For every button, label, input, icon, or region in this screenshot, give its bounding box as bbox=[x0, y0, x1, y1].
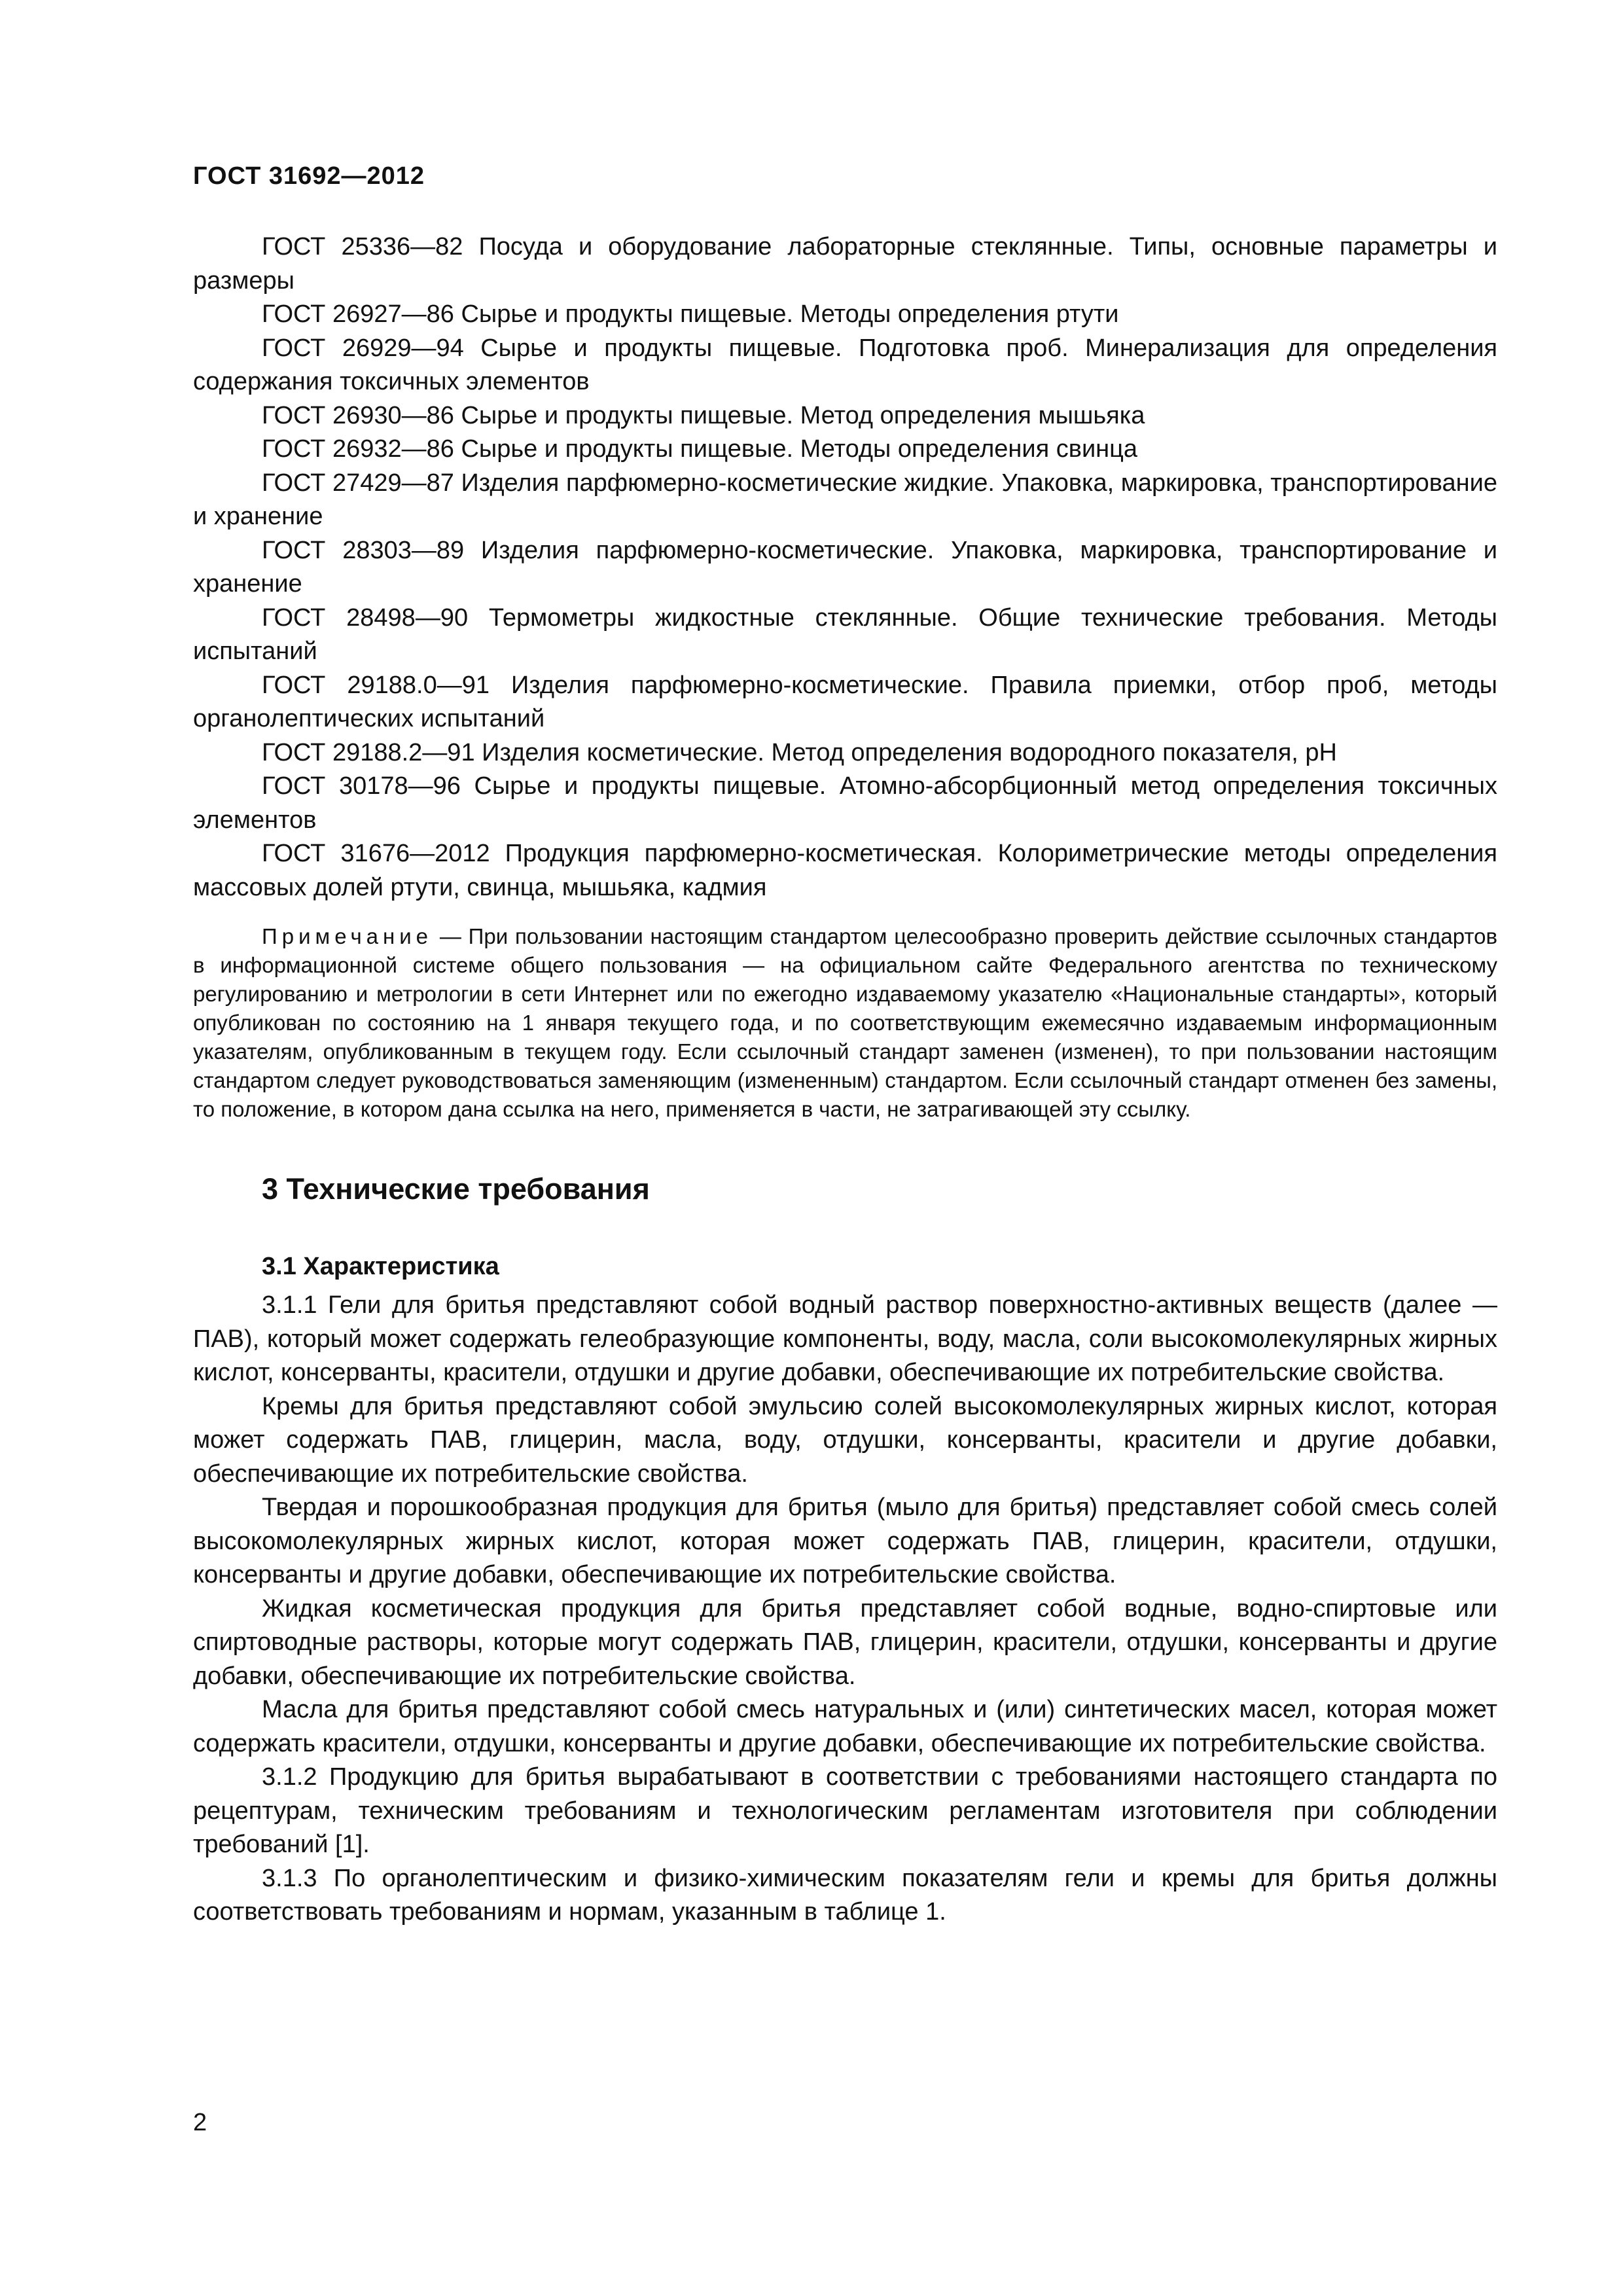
body-paragraph: 3.1.1 Гели для бритья представляют собой водный раствор поверхностно-активных веществ (далее — ПАВ), который может содержать гелеобразующие компоненты, воду, масла, соли высокомолекулярных жирных кислот, консерванты, красители, отдушки и другие добавки, обеспечивающие их потребительские свойства. bbox=[193, 1291, 1497, 1386]
body-paragraph: 3.1.2 Продукцию для бритья вырабатывают в соответствии с требованиями настоящего стандарта по рецептурам, техническим требованиям и технологическим регламентам изготовителя при соблюдении требований [1]. bbox=[193, 1763, 1497, 1858]
reference-item: ГОСТ 26930—86 Сырье и продукты пищевые. Метод определения мышьяка bbox=[262, 401, 1145, 429]
page-number: 2 bbox=[193, 2109, 207, 2136]
references-list bbox=[193, 230, 1497, 905]
body-paragraph: Масла для бритья представляют собой смесь натуральных и (или) синтетических масел, которая может содержать красители, отдушки, консерванты и другие добавки, обеспечивающие их потребительские свойства. bbox=[193, 1696, 1497, 1757]
reference-item: ГОСТ 31676—2012 Продукция парфюмерно-косметическая. Колориметрические методы определения массовых долей ртути, свинца, мышьяка, кадмия bbox=[193, 840, 1497, 901]
reference-item: ГОСТ 25336—82 Посуда и оборудование лабораторные стеклянные. Типы, основные параметры и размеры bbox=[193, 233, 1497, 295]
note-paragraph bbox=[193, 922, 1497, 1124]
body-paragraph: Жидкая косметическая продукция для бритья представляет собой водные, водно-спиртовые или спиртоводные растворы, которые могут содержать ПАВ, глицерин, красители, отдушки, консерванты и другие добавки, обеспечивающие их потребительские свойства. bbox=[193, 1594, 1497, 1690]
reference-item: ГОСТ 26932—86 Сырье и продукты пищевые. Методы определения свинца bbox=[262, 435, 1138, 463]
reference-item: ГОСТ 26927—86 Сырье и продукты пищевые. Методы определения ртути bbox=[262, 300, 1119, 328]
body-paragraph: Твердая и порошкообразная продукция для бритья (мыло для бритья) представляет собой смесь солей высокомолекулярных жирных кислот, которая может содержать ПАВ, глицерин, красители, отдушки, консерванты и другие добавки, обеспечивающие их потребительские свойства. bbox=[193, 1494, 1497, 1588]
note-text: — При пользовании настоящим стандартом целесообразно проверить действие ссылочных стандартов в информационной системе общего пользования — на официальном сайте Федерального агентства по техническому регулированию и метрологии в сети Интернет или по ежегодно издаваемому указателю «Национальные стандарты», который опубликован по состоянию на 1 января текущего года, и по соответствующим ежемесячно издаваемым информационным указателям, опубликованным в текущем году. Если ссылочный стандарт заменен (изменен), то при пользовании настоящим стандартом следует руководствоваться заменяющим (измененным) стандартом. Если ссылочный стандарт отменен без замены, то положение, в котором дана ссылка на него, применяется в части, не затрагивающей эту ссылку. bbox=[193, 924, 1497, 1121]
body-paragraph: 3.1.3 По органолептическим и физико-химическим показателям гели и кремы для бритья должны соответствовать требованиям и нормам, указанным в таблице 1. bbox=[193, 1864, 1497, 1926]
section-heading: 3 Технические требования bbox=[262, 1172, 650, 1206]
body-paragraph: Кремы для бритья представляют собой эмульсию солей высокомолекулярных жирных кислот, которая может содержать ПАВ, глицерин, масла, воду, отдушки, консерванты, красители и другие добавки, обеспечивающие их потребительские свойства. bbox=[193, 1392, 1497, 1488]
reference-item: ГОСТ 29188.2—91 Изделия косметические. Метод определения водородного показателя, рН bbox=[262, 738, 1337, 766]
reference-item: ГОСТ 28498—90 Термометры жидкостные стеклянные. Общие технические требования. Методы испытаний bbox=[193, 603, 1497, 665]
page-content bbox=[193, 230, 1497, 1929]
reference-item: ГОСТ 28303—89 Изделия парфюмерно-косметические. Упаковка, маркировка, транспортирование и хранение bbox=[193, 536, 1497, 598]
reference-item: ГОСТ 29188.0—91 Изделия парфюмерно-косметические. Правила приемки, отбор проб, методы органолептических испытаний bbox=[193, 671, 1497, 732]
subsection-heading: 3.1 Характеристика bbox=[262, 1253, 499, 1280]
reference-item: ГОСТ 27429—87 Изделия парфюмерно-косметические жидкие. Упаковка, маркировка, транспортирование и хранение bbox=[193, 469, 1497, 530]
reference-item: ГОСТ 30178—96 Сырье и продукты пищевые. Атомно-абсорбционный метод определения токсичных элементов bbox=[193, 772, 1497, 834]
note-label: Примечание bbox=[262, 924, 433, 948]
document-header: ГОСТ 31692—2012 bbox=[193, 162, 425, 190]
reference-item: ГОСТ 26929—94 Сырье и продукты пищевые. Подготовка проб. Минерализация для определения содержания токсичных элементов bbox=[193, 334, 1497, 395]
